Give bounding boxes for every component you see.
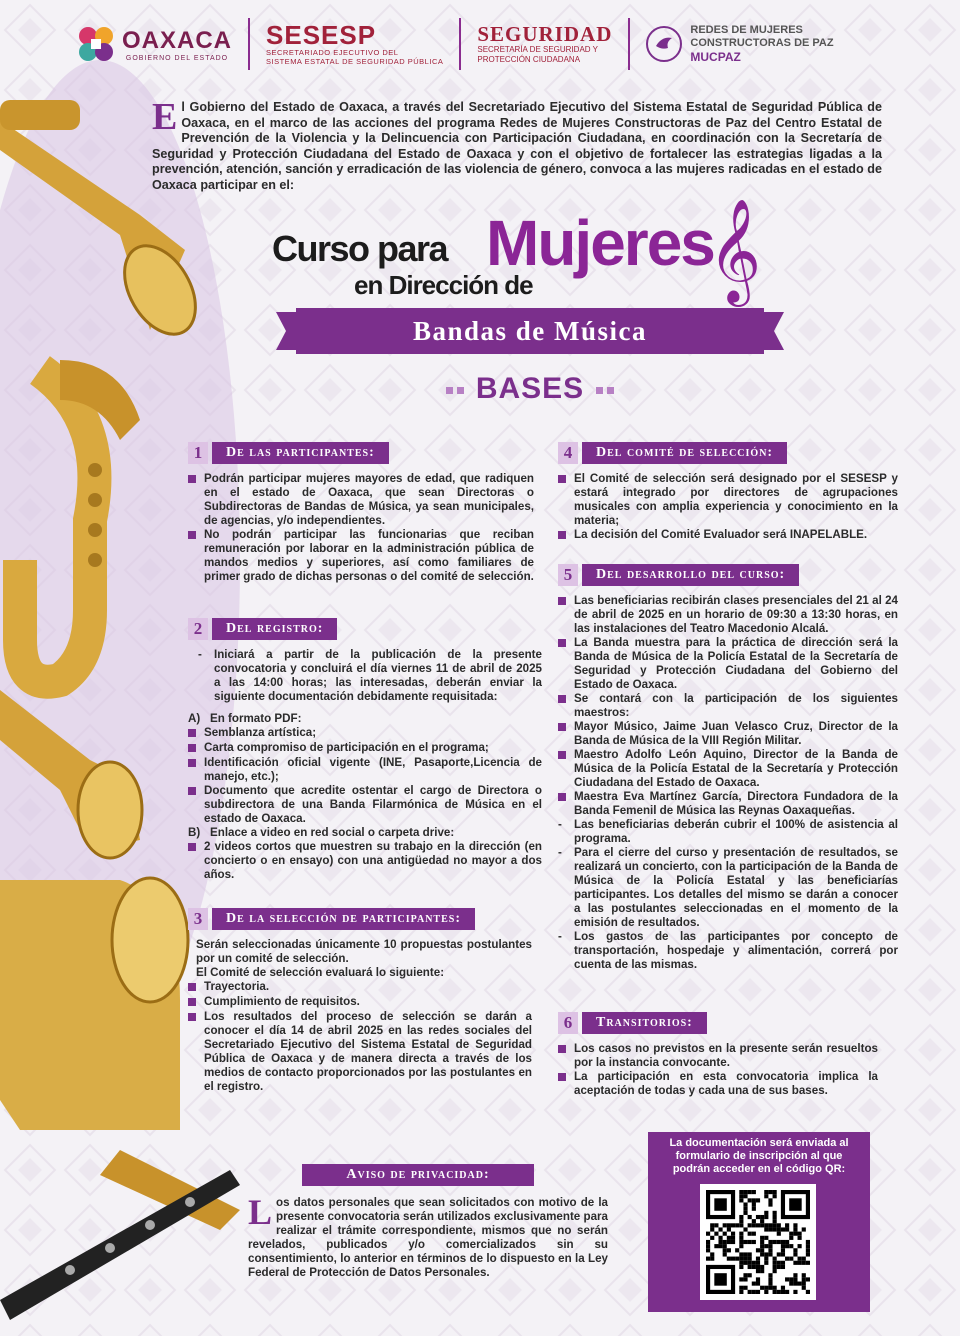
mucpaz-logo — [630, 18, 849, 70]
list-item: - Iniciará a partir de la publicación de la presente convocatoria y concluirá el día viernes 11 de abril de 2025 a las 14:00 horas; las interesadas, deberán enviar la siguiente documentación debidamente requisitada: — [188, 648, 542, 704]
mucpaz-line-2: CONSTRUCTORAS DE PAZ — [690, 37, 834, 49]
mucpaz-tag: MUCPAZ — [690, 50, 741, 64]
privacy-text: os datos personales que sean solicitados con motivo de la presente convocatoria serán utilizados exclusivamente para realizar el trámite correspondiente, mismos que no serán revelados, publicados y/o comercializados sin su consentimiento, lo anterior en términos de lo dispuesto en la Ley Federal de Protección de Datos Personales. — [248, 1196, 608, 1279]
intro-paragraph — [152, 96, 882, 193]
list-item: B) Enlace a video en red social o carpeta drive: — [188, 826, 455, 839]
list-item: El Comité de selección será designado por el SESESP y estará integrado por directores de agrupaciones musicales con amplia experiencia y conocimiento en la materia; — [558, 472, 898, 528]
list-item: Semblanza artística; — [188, 726, 542, 741]
mucpaz-line-1: REDES DE MUJERES — [690, 24, 803, 36]
list-item: Las beneficiarias recibirán clases presenciales del 21 al 24 de abril de 2025 en un horario de 09:30 a 13:30 horas, en las instalaciones del Teatro Macedonio Alcalá. — [558, 594, 898, 636]
list-item: La decisión del Comité Evaluador será INAPELABLE. — [558, 528, 898, 543]
sesesp-logo — [250, 18, 461, 70]
list-item: Maestra Eva Martínez García, Directora Fundadora de la Banda Femenil de Música las Reynas Oaxaqueñas. — [558, 790, 898, 818]
list-item: - Para el cierre del curso y presentación de resultados, se realizará un concierto, con la participación de la Banda de Música de la Policía Estatal y las beneficiarías participantes. Los detalles del mismo se darán a conocer a las postulantes seleccionadas en el momento de la emisión de resultados. — [558, 846, 898, 930]
bases-label: BASES — [475, 372, 585, 405]
course-title — [268, 198, 768, 306]
section-participantes — [188, 442, 534, 584]
qr-code[interactable] — [700, 1184, 816, 1300]
list-item: La participación en esta convocatoria implica la aceptación de todas y cada una de sus bases. — [558, 1070, 878, 1098]
intro-text: l Gobierno del Estado de Oaxaca, a través del Secretariado Ejecutivo del Sistema Estatal de Seguridad Pública de Oaxaca, en el marco de las acciones del programa Redes de Mujeres Constructoras de Paz del Centro Estatal de Prevención de la Violencia y la Delincuencia con Participación Ciudadana, en coordinación con la Secretaría de Seguridad y Protección Ciudadana del Estado de Oaxaca y con el objetivo de fortalecer las estrategias ligadas a la prevención, atención, sanción y erradicación de las violencia de género, convoca a las mujeres radicadas en el estado de Oaxaca participar en el: — [152, 100, 882, 192]
banner-text: Bandas de Música — [412, 315, 648, 346]
title-curso: Curso para — [272, 228, 448, 269]
list-item: A) En formato PDF: — [188, 712, 302, 725]
section-title: De las participantes: — [212, 442, 389, 464]
qr-box — [648, 1132, 870, 1312]
header-logos — [60, 14, 920, 74]
oaxaca-sub: GOBIERNO DEL ESTADO — [125, 54, 229, 62]
list-item: Podrán participar mujeres mayores de edad, que radiquen en el estado de Oaxaca, que sean Directoras o Subdirectoras de Bandas de Música, ya sean municipales, de agencias, y/o independientes. — [188, 472, 534, 528]
seguridad-sub-2: PROTECCIÓN CIUDADANA — [477, 55, 581, 64]
list-item: Cumplimiento de requisitos. — [188, 995, 532, 1010]
section-title: Transitorios: — [582, 1012, 707, 1034]
section-number: 5 — [558, 564, 578, 586]
privacy-paragraph — [248, 1192, 608, 1280]
qr-code-icon — [706, 1190, 810, 1294]
list-item: Documento que acredite ostentar el cargo de Directora o subdirectora de una Banda Filarmónica de Música en el estado de Oaxaca. — [188, 784, 542, 826]
section-number: 3 — [188, 908, 208, 930]
list-item: Carta compromiso de participación en el programa; — [188, 741, 542, 756]
section-transitorios — [558, 1012, 878, 1098]
section-number: 6 — [558, 1012, 578, 1034]
sesesp-name: SESESP — [266, 20, 377, 50]
list-item: Se contará con la participación de los siguientes maestros: — [558, 692, 898, 720]
privacy-dropcap: L — [248, 1192, 273, 1232]
section-title: Del comité de selección: — [582, 442, 787, 464]
list-item: Los casos no previstos en la presente serán resueltos por la instancia convocante. — [558, 1042, 878, 1070]
section-title: Del registro: — [212, 618, 337, 640]
list-item: Maestro Adolfo León Aquino, Director de la Banda de Música de la Policía Estatal de la Secretaría y Protección Ciudadana del Estado de Oaxaca. — [558, 748, 898, 790]
section-comite — [558, 442, 898, 543]
section-number: 1 — [188, 442, 208, 464]
list-item: Identificación oficial vigente (INE, Pasaporte,Licencia de manejo, etc.); — [188, 756, 542, 784]
title-en-direccion: en Dirección de — [354, 270, 533, 300]
qr-instructions: La documentación será enviada al formulario de inscripción al que podrán acceder en el código QR: — [669, 1137, 849, 1175]
section-seleccion — [188, 908, 532, 1094]
list-item: La Banda muestra para la práctica de dirección será la Banda de Música de la Policía Estatal de la Secretaría de Seguridad y Protección Ciudadana del Gobierno del Estado de Oaxaca. — [558, 636, 898, 692]
seguridad-logo — [461, 18, 630, 70]
list-item: - Las beneficiarias deberán cubrir el 100% de asistencia al programa. — [558, 818, 898, 846]
intro-dropcap: E — [152, 96, 178, 138]
list-item: Los resultados del proceso de selección se darán a conocer el día 14 de abril 2025 en las redes sociales del Secretariado Ejecutivo del Sistema Estatal de Seguridad Pública de Oaxaca y de manera directa a través de los medios de contacto proporcionados por las postulantes en el registro. — [188, 1010, 532, 1094]
title-banner — [276, 308, 784, 354]
dove-emblem-icon — [646, 26, 682, 62]
section-paragraph: Serán seleccionadas únicamente 10 propuestas postulantes por un comité de selección. — [196, 938, 532, 965]
list-item: - Los gastos de las participantes por concepto de transportación, hospedaje y alimentación, correrá por cuenta de las mismas. — [558, 930, 898, 972]
oaxaca-name: OAXACA — [122, 26, 233, 54]
seguridad-name: SEGURIDAD — [477, 22, 613, 46]
oaxaca-logo — [60, 18, 250, 70]
sesesp-sub-1: SECRETARIADO EJECUTIVO DEL — [266, 48, 399, 57]
bases-heading — [430, 372, 630, 406]
oaxaca-emblem-icon — [76, 24, 116, 64]
section-number: 2 — [188, 618, 208, 640]
section-registro — [188, 618, 542, 882]
list-item: No podrán participar las funcionarias que reciban remuneración por laborar en la administración pública de mandos medios y superiores, así como familiares de primer grado de dichas personas o del comité de selección. — [188, 528, 534, 584]
privacy-title: Aviso de privacidad: — [302, 1164, 534, 1186]
seguridad-sub-1: SECRETARÍA DE SEGURIDAD Y — [477, 45, 598, 54]
sesesp-sub-2: SISTEMA ESTATAL DE SEGURIDAD PÚBLICA — [266, 57, 444, 66]
section-title: Del desarrollo del curso: — [582, 564, 799, 586]
list-item: Mayor Músico, Jaime Juan Velasco Cruz, Director de la Banda de Música de la VIII Región Militar. — [558, 720, 898, 748]
treble-clef-icon: 𝄞 — [708, 198, 762, 303]
section-paragraph: El Comité de selección evaluará lo siguiente: — [196, 966, 445, 979]
section-list — [558, 594, 898, 972]
list-item: Trayectoria. — [188, 980, 532, 995]
section-desarrollo — [558, 564, 898, 972]
section-title: De la selección de participantes: — [212, 908, 475, 930]
title-mujeres: Mujeres — [486, 207, 714, 279]
list-item: 2 videos cortos que muestren su trabajo en la dirección (en concierto o en ensayo) con una antigüedad no mayor a dos años. — [188, 840, 542, 882]
section-number: 4 — [558, 442, 578, 464]
